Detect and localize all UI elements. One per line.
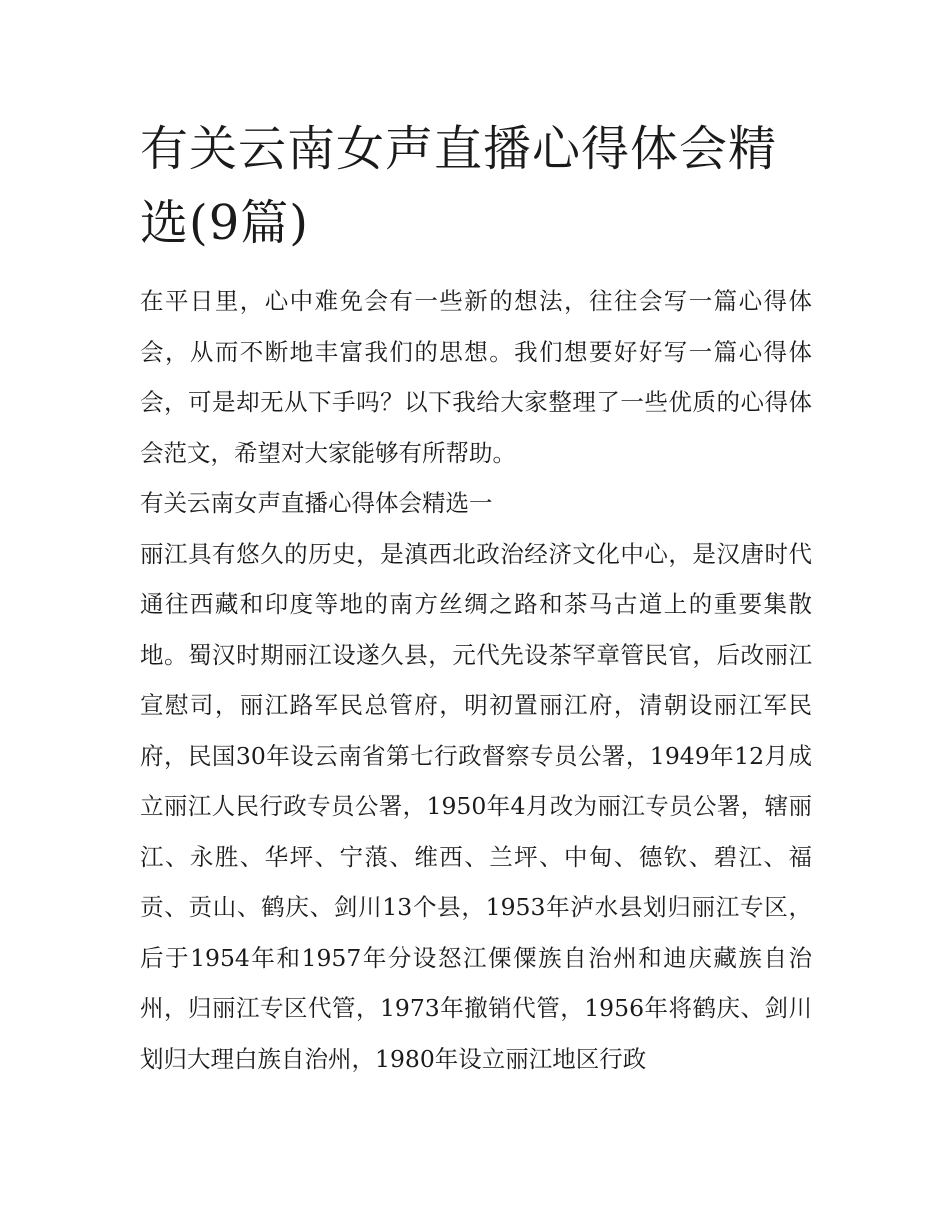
document-title: 有关云南女声直播心得体会精选(9篇) bbox=[140, 121, 778, 251]
section-heading: 有关云南女声直播心得体会精选一 bbox=[140, 489, 493, 517]
intro-paragraph: 在平日里，心中难免会有一些新的想法，往往会写一篇心得体会，从而不断地丰富我们的思想。我们想要好好写一篇心得体会，可是却无从下手吗？以下我给大家整理了一些优质的心得体会范文，希望对大家能够有所帮助。 bbox=[140, 287, 812, 467]
body-paragraph: 丽江具有悠久的历史，是滇西北政治经济文化中心，是汉唐时代通往西藏和印度等地的南方丝绸之路和茶马古道上的重要集散地。蜀汉时期丽江设遂久县，元代先设茶罕章管民官，后改丽江宣慰司，丽江路军民总管府，明初置丽江府，清朝设丽江军民府，民国30年设云南省第七行政督察专员公署，1949年12月成立丽江人民行政专员公署，1950年4月改为丽江专员公署，辖丽江、永胜、华坪、宁蒗、维西、兰坪、中甸、德钦、碧江、福贡、贡山、鹤庆、剑川13个县，1953年泸水县划归丽江专区，后于1954年和1957年分设怒江傈僳族自治州和迪庆藏族自治州，归丽江专区代管，1973年撤销代管，1956年将鹤庆、剑川划归大理白族自治州，1980年设立丽江地区行政 bbox=[140, 539, 812, 1073]
document-page bbox=[140, 112, 812, 1084]
